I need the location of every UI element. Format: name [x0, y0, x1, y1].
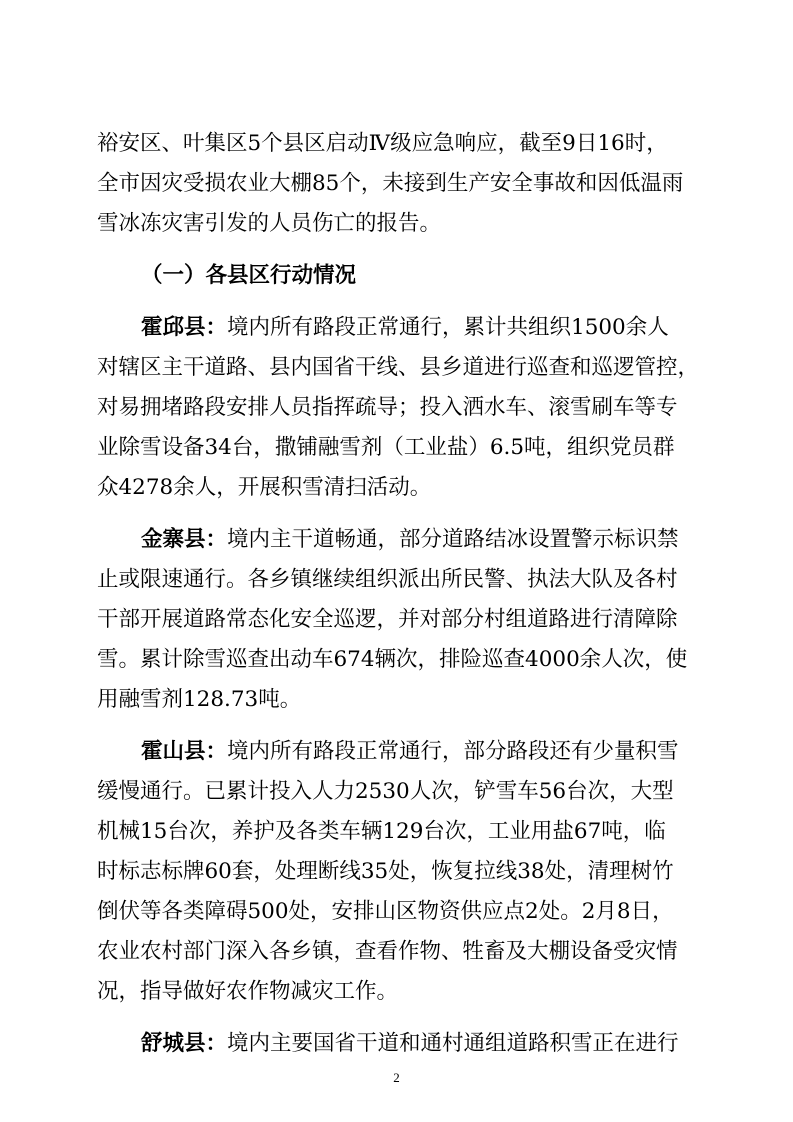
county-name: 霍邱县： — [141, 315, 228, 340]
paragraph-line: 用融雪剂128.73吨。 — [97, 687, 302, 712]
intro-line-2: 全市因灾受损农业大棚85个，未接到生产安全事故和因低温雨 — [97, 171, 684, 196]
paragraph-line: 时标志标牌60套，处理断线35处，恢复拉线38处，清理树竹 — [97, 859, 674, 884]
page-number: 2 — [393, 1070, 400, 1085]
paragraph-line: 农业农村部门深入各乡镇，查看作物、牲畜及大棚设备受灾情 — [97, 939, 678, 964]
paragraph-line: 止或限速通行。各乡镇继续组织派出所民警、执法大队及各村 — [97, 567, 678, 592]
paragraph-first-line — [97, 732, 701, 772]
county-paragraph-jinzhai — [97, 520, 701, 720]
paragraph-line: 干部开展道路常态化安全巡逻，并对部分村组道路进行清障除 — [97, 607, 678, 632]
intro-line-3: 雪冰冻灾害引发的人员伤亡的报告。 — [97, 211, 442, 236]
document-page — [97, 124, 701, 1064]
paragraph-text: 境内所有路段正常通行，累计共组织1500余人 — [227, 315, 669, 340]
paragraph-first-line — [97, 1024, 701, 1064]
paragraph-text: 境内主干道畅通，部分道路结冰设置警示标识禁 — [227, 527, 679, 552]
paragraph-line: 机械15台次，养护及各类车辆129台次，工业用盐67吨，临 — [97, 819, 666, 844]
paragraph-line: 业除雪设备34台，撒铺融雪剂（工业盐）6.5吨，组织党员群 — [97, 435, 675, 460]
paragraph-line: 对辖区主干道路、县内国省干线、县乡道进行巡查和巡逻管控， — [97, 355, 700, 380]
paragraph-line: 倒伏等各类障碍500处，安排山区物资供应点2处。2月8日， — [97, 899, 674, 924]
paragraph-line: 众4278余人，开展积雪清扫活动。 — [97, 475, 432, 500]
paragraph-line: 缓慢通行。已累计投入人力2530人次，铲雪车56台次，大型 — [97, 779, 674, 804]
paragraph-first-line — [97, 308, 701, 348]
paragraph-line: 雪。累计除雪巡查出动车674辆次，排险巡查4000余人次，使 — [97, 647, 688, 672]
section-heading: （一）各县区行动情况 — [141, 263, 357, 288]
county-name: 霍山县： — [141, 739, 228, 764]
paragraph-first-line — [97, 520, 701, 560]
county-paragraph-shucheng — [97, 1024, 701, 1064]
county-name: 金寨县： — [141, 527, 228, 552]
county-paragraph-huoshan — [97, 732, 701, 1012]
paragraph-text: 境内所有路段正常通行，部分路段还有少量积雪 — [227, 739, 679, 764]
paragraph-text: 境内主要国省干道和通村通组道路积雪正在进行 — [227, 1031, 679, 1056]
paragraph-line: 对易拥堵路段安排人员指挥疏导；投入洒水车、滚雪刷车等专 — [97, 395, 678, 420]
intro-line-1: 裕安区、叶集区5个县区启动Ⅳ级应急响应，截至9日16时， — [97, 131, 668, 156]
paragraph-line: 况，指导做好农作物减灾工作。 — [97, 979, 399, 1004]
county-name: 舒城县： — [141, 1031, 228, 1056]
county-paragraph-huoqiu — [97, 308, 701, 508]
